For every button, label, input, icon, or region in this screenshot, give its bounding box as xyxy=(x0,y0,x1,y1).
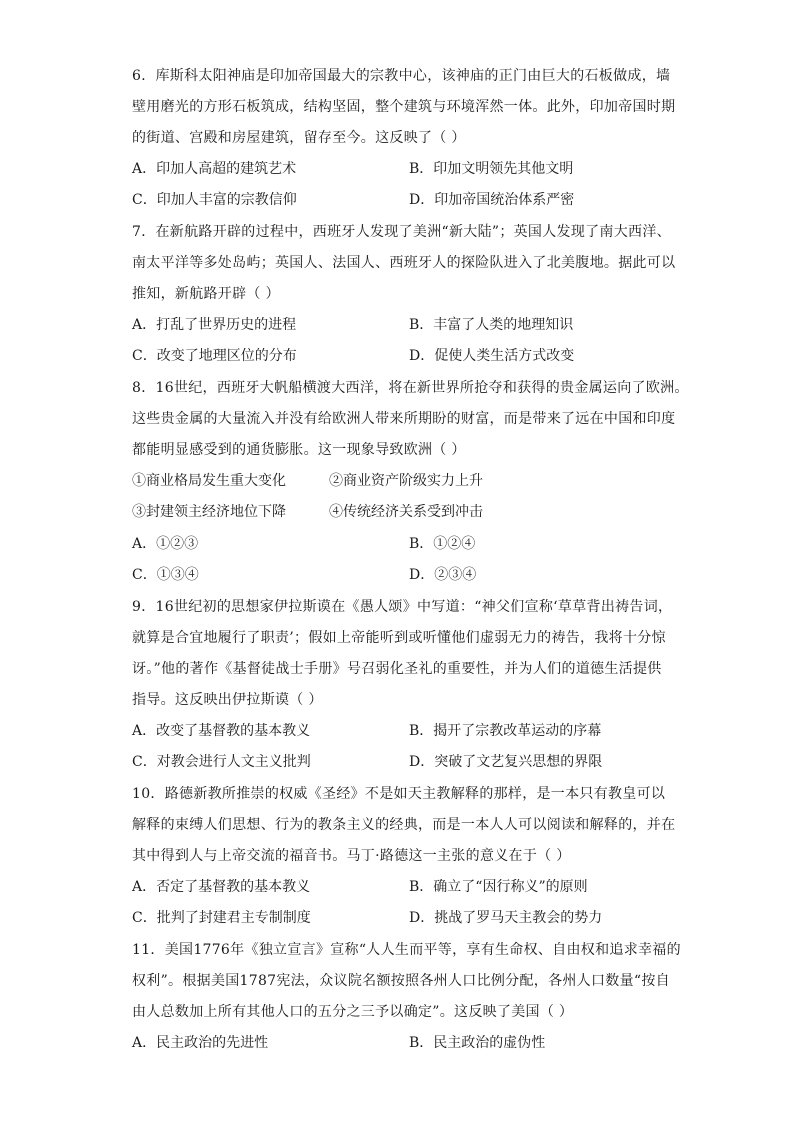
statement-2: ②商业资产阶级实力上升 xyxy=(329,473,483,489)
stem-line: 指导。这反映出伊拉斯谟（ ） xyxy=(132,692,323,708)
stem-line: 其中得到人与上帝交流的福音书。马丁·路德这一主张的意义在于（ ） xyxy=(132,848,571,864)
question-8-options-row-2 xyxy=(132,560,672,591)
option-d: D．挑战了罗马天主教会的势力 xyxy=(409,910,603,926)
question-8-options-row-1 xyxy=(132,529,672,560)
stem-line: 10．路德新教所推崇的权威《圣经》不是如天主教解释的那样，是一本只有教皇可以 xyxy=(132,786,666,802)
question-9-options-row-1 xyxy=(132,716,672,747)
option-d: D．促使人类生活方式改变 xyxy=(409,348,575,364)
stem-line: 7．在新航路开辟的过程中，西班牙人发现了美洲“新大陆”；英国人发现了南大西洋、 xyxy=(132,224,671,240)
option-b: B．印加文明领先其他文明 xyxy=(409,161,574,177)
option-b: B．确立了“因行称义”的原则 xyxy=(409,879,588,895)
stem-line: 11．美国1776年《独立宣言》宣称“人人生而平等，享有生命权、自由权和追求幸福的 xyxy=(132,942,681,958)
question-6-options-row-1 xyxy=(132,154,672,185)
option-b: B．丰富了人类的地理知识 xyxy=(409,317,574,333)
question-8-stem xyxy=(132,373,689,466)
question-6-options-row-2 xyxy=(132,185,672,216)
option-d: D．印加帝国统治体系严密 xyxy=(409,192,575,208)
question-7-options-row-1 xyxy=(132,310,672,341)
stem-line: 这些贵金属的大量流入并没有给欧洲人带来所期盼的财富，而是带来了远在中国和印度 xyxy=(132,411,676,427)
stem-line: 解释的束缚人们思想、行为的教条主义的经典，而是一本人人可以阅读和解释的，并在 xyxy=(132,817,676,833)
statement-3: ③封建领主经济地位下降 xyxy=(132,504,286,520)
option-b: B．揭开了宗教改革运动的序幕 xyxy=(409,723,602,739)
question-9-stem xyxy=(132,592,672,716)
option-c: C．改变了地理区位的分布 xyxy=(132,348,297,364)
option-a: A．印加人高超的建筑艺术 xyxy=(132,161,297,177)
question-10-stem xyxy=(132,779,676,872)
option-a: A．改变了基督教的基本教义 xyxy=(132,723,311,739)
statement-1: ①商业格局发生重大变化 xyxy=(132,473,286,489)
option-c: C．①③④ xyxy=(132,567,199,583)
option-c: C．印加人丰富的宗教信仰 xyxy=(132,192,297,208)
stem-line: 就算是合宜地履行了职责’；假如上帝能听到或听懂他们虚弱无力的祷告，我将十分惊 xyxy=(132,630,666,646)
option-a: A．民主政治的先进性 xyxy=(132,1035,269,1051)
stem-line: 南太平洋等多处岛屿；英国人、法国人、西班牙人的探险队进入了北美腹地。据此可以 xyxy=(132,255,676,271)
stem-line: 推知，新航路开辟（ ） xyxy=(132,286,280,302)
option-b: B．①②④ xyxy=(409,536,476,552)
option-c: C．对教会进行人文主义批判 xyxy=(132,754,311,770)
statement-4: ④传统经济关系受到冲击 xyxy=(329,504,483,520)
question-7-stem xyxy=(132,217,676,310)
option-d: D．突破了文艺复兴思想的界限 xyxy=(409,754,603,770)
stem-line: 的街道、宫殿和房屋建筑，留存至今。这反映了（ ） xyxy=(132,130,466,146)
question-10-options-row-2 xyxy=(132,903,672,934)
stem-line: 6．库斯科太阳神庙是印加帝国最大的宗教中心，该神庙的正门由巨大的石板做成，墙 xyxy=(132,68,671,84)
option-a: A．打乱了世界历史的进程 xyxy=(132,317,297,333)
option-a: A．否定了基督教的基本教义 xyxy=(132,879,311,895)
stem-line: 讶。”他的著作《基督徒战士手册》号召弱化圣礼的重要性，并为人们的道德生活提供 xyxy=(132,661,662,677)
question-10-options-row-1 xyxy=(132,872,672,903)
stem-line: 9．16世纪初的思想家伊拉斯谟在《愚人颂》中写道：“神父们宣称‘草草背出祷告词， xyxy=(132,599,673,615)
question-11-options-row-1 xyxy=(132,1028,672,1059)
question-7-options-row-2 xyxy=(132,341,672,372)
stem-line: 都能明显感受到的通货膨胀。这一现象导致欧洲（ ） xyxy=(132,442,466,458)
option-b: B．民主政治的虚伪性 xyxy=(409,1035,546,1051)
question-9-options-row-2 xyxy=(132,747,672,778)
option-a: A．①②③ xyxy=(132,536,199,552)
question-8-statements-row-2 xyxy=(132,497,672,528)
stem-line: 8．16世纪，西班牙大帆船横渡大西洋，将在新世界所抢夺和获得的贵金属运向了欧洲。 xyxy=(132,380,689,396)
question-8-statements-row-1 xyxy=(132,466,672,497)
option-c: C．批判了封建君主专制制度 xyxy=(132,910,311,926)
stem-line: 壁用磨光的方形石板筑成，结构坚固，整个建筑与环境浑然一体。此外，印加帝国时期 xyxy=(132,99,676,115)
question-6-stem xyxy=(132,61,676,154)
option-d: D．②③④ xyxy=(409,567,477,583)
stem-line: 权利”。根据美国1787宪法，众议院名额按照各州人口比例分配，各州人口数量“按自 xyxy=(132,973,670,989)
stem-line: 由人总数加上所有其他人口的五分之三予以确定”。这反映了美国（ ） xyxy=(132,1004,574,1020)
question-11-stem xyxy=(132,935,681,1028)
